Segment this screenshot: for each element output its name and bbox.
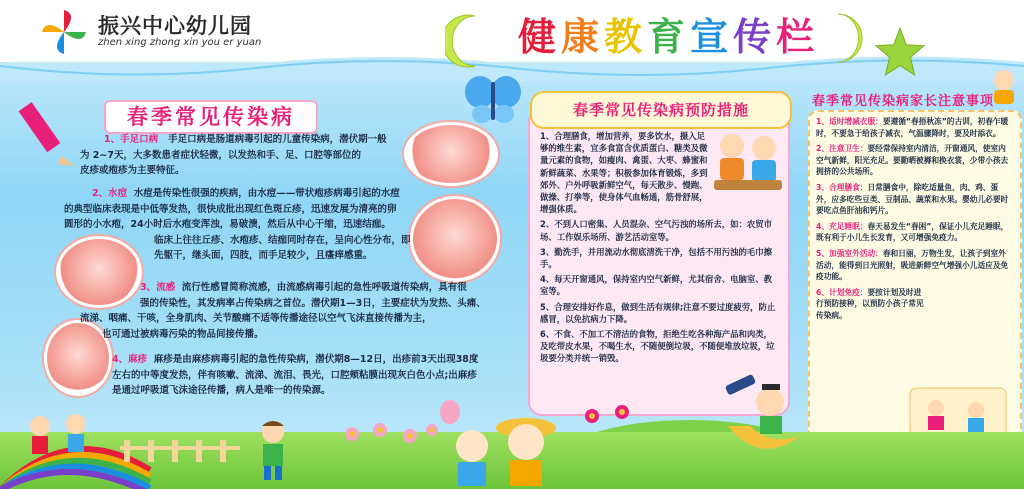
title-char: 传	[733, 15, 777, 59]
parent-notes-list	[816, 116, 1012, 326]
title-char: 教	[604, 15, 648, 59]
moon-icon	[445, 12, 489, 70]
kindergarten-name: 振兴中心幼儿园	[98, 14, 252, 38]
playroom-illustration	[906, 378, 1010, 440]
note-item: 5、加强室外活动：春和日丽，万物生发，让孩子到室外活动，能得到日光照射，吸进新鲜空气增强小儿适应及免疫功能。	[816, 248, 1009, 282]
kids-eating-illustration	[712, 128, 784, 198]
kid-illustration	[984, 66, 1024, 106]
disease-item-1: 1、手足口病 手足口病是肠道病毒引起的儿童传染病，潜伏期一般 为 2~7天，大多数患者症状轻微，以发热和手、足、口腔等部位的 皮疹或疱疹为主要特征。	[80, 134, 387, 177]
right-section-title: 春季常见传染病家长注意事项	[812, 94, 995, 109]
flowers-icon	[340, 420, 440, 460]
mid-section-title: 春季常见传染病预防措施	[530, 91, 792, 129]
title-char: 育	[647, 15, 691, 59]
disease-item-2: 2、水痘 水痘是传染性很强的疾病，由水痘——带状疱疹病毒引起的水痘 的典型临床表现是中低等发热，很快成批出现红色斑丘疹，迅速发展为清亮的卵 圆形的小水疱，24小时后水疱变浑浊，易破溃，然后从中心干缩，迅速结痂。 临床上往往丘疹、水疱疹、结痂同时存在，呈向心性分布，即 先躯干，继头面，四肢，而手足较少，且瘙痒感重。	[64, 188, 411, 262]
title-char: 康	[561, 15, 605, 59]
note-item: 2、注意卫生：要经常保持室内清洁，开窗通风，使室内空气新鲜，阳光充足。要勤晒被褥和换衣裳，少带小孩去拥挤的公共场所。	[816, 144, 1009, 177]
note-item: 6、计划免疫：要按计划及时进行预防接种，以预防小孩子常见传染病。	[816, 287, 924, 320]
title-char: 健	[518, 15, 562, 59]
title-char: 栏	[776, 15, 820, 59]
prevention-item: 3、勤洗手，并用流动水彻底清洗干净，包括不用污浊的毛巾擦手。	[540, 246, 772, 270]
pencil-icon	[14, 98, 84, 168]
prevention-item: 2、不到人口密集、人员混杂、空气污浊的场所去，如：农贸市场、工作娱乐场所、游艺活动室等。	[540, 219, 772, 242]
kids-with-balloon-illustration	[434, 398, 564, 488]
fence-icon	[120, 438, 240, 462]
sick-child-illustration	[404, 122, 498, 186]
prevention-item: 6、不食、不加工不清洁的食物，拒绝生吃各种海产品和肉类，及吃带皮水果，不喝生水，不随便倒垃圾，不随便堆放垃圾，垃圾要分类并统一销毁。	[540, 329, 775, 364]
kindergarten-logo-icon	[34, 8, 94, 56]
kid-with-telescope-illustration	[720, 366, 810, 456]
flowers-icon	[580, 402, 640, 442]
prevention-item: 4、每天开窗通风，保持室内空气新鲜，尤其宿舍、电脑室、教室等。	[540, 274, 772, 297]
kids-playing-illustration	[20, 410, 100, 470]
disease-item-4: 4、麻疹 麻疹是由麻疹病毒引起的急性传染病，潜伏期8—12日，出疹前3天出现38度 左右的中等度发热，伴有咳嗽、流涕、流泪、畏光，口腔颊粘膜出现灰白色小点;出麻疹 是通过呼吸道飞沫途径传播，病人是唯一的传染源。	[112, 354, 479, 397]
kid-illustration	[248, 418, 298, 482]
kindergarten-pinyin: zhen xing zhong xin you er yuan	[98, 37, 262, 48]
note-item: 4、充足睡眠：春天易发生“春困”，保证小儿充足睡眠，既有利于小儿生长发育，又可增强免疫力。	[816, 221, 1009, 243]
left-section-title: 春季常见传染病	[104, 100, 318, 134]
star-icon	[874, 26, 926, 78]
butterfly-icon	[462, 72, 524, 126]
note-item: 1、适时增减衣服：要遵循“春捂秋冻”的古训，初春乍暖时，不要急于给孩子减衣，气温骤降时，要及时添衣。	[816, 117, 1009, 138]
moon-icon	[826, 10, 866, 66]
prevention-item: 1、合理膳食，增加营养，要多饮水，摄入足够的维生素，宜多食富含优质蛋白、糖类及微量元素的食物，如瘦肉、禽蛋、大枣、蜂蜜和新鲜蔬菜、水果等；积极参加体育锻炼，多到郊外、户外呼吸新鲜空气，每天散步、慢跑、做操、打拳等，使身体气血畅通，筋骨舒展，增强体质。	[540, 131, 708, 215]
sick-child-illustration	[410, 196, 500, 282]
prevention-item: 5、合理安排好作息，做到生活有规律;注意不要过度疲劳，防止感冒，以免抗病力下降。	[540, 301, 776, 324]
main-title	[518, 6, 819, 61]
disease-item-3: 3、流感 流行性感冒简称流感，由流感病毒引起的急性呼吸道传染病，具有很 强的传染性，其发病率占传染病之首位。潜伏期1—3日，主要症状为发热、头痛、 流涕、咽痛、干咳，全身肌肉、关节酸痛不适等传播途径以空气飞沫直接传播为主， 也可通过被病毒污染的物品间接传播。	[80, 282, 486, 340]
title-char: 宣	[690, 15, 734, 59]
note-item: 3、合理膳食：日常膳食中，除吃适量鱼、肉、鸡、蛋外，应多吃些豆类、豆制品、蔬菜和水果。婴幼儿必要时要吃点鱼肝油和钙片。	[816, 182, 1009, 216]
